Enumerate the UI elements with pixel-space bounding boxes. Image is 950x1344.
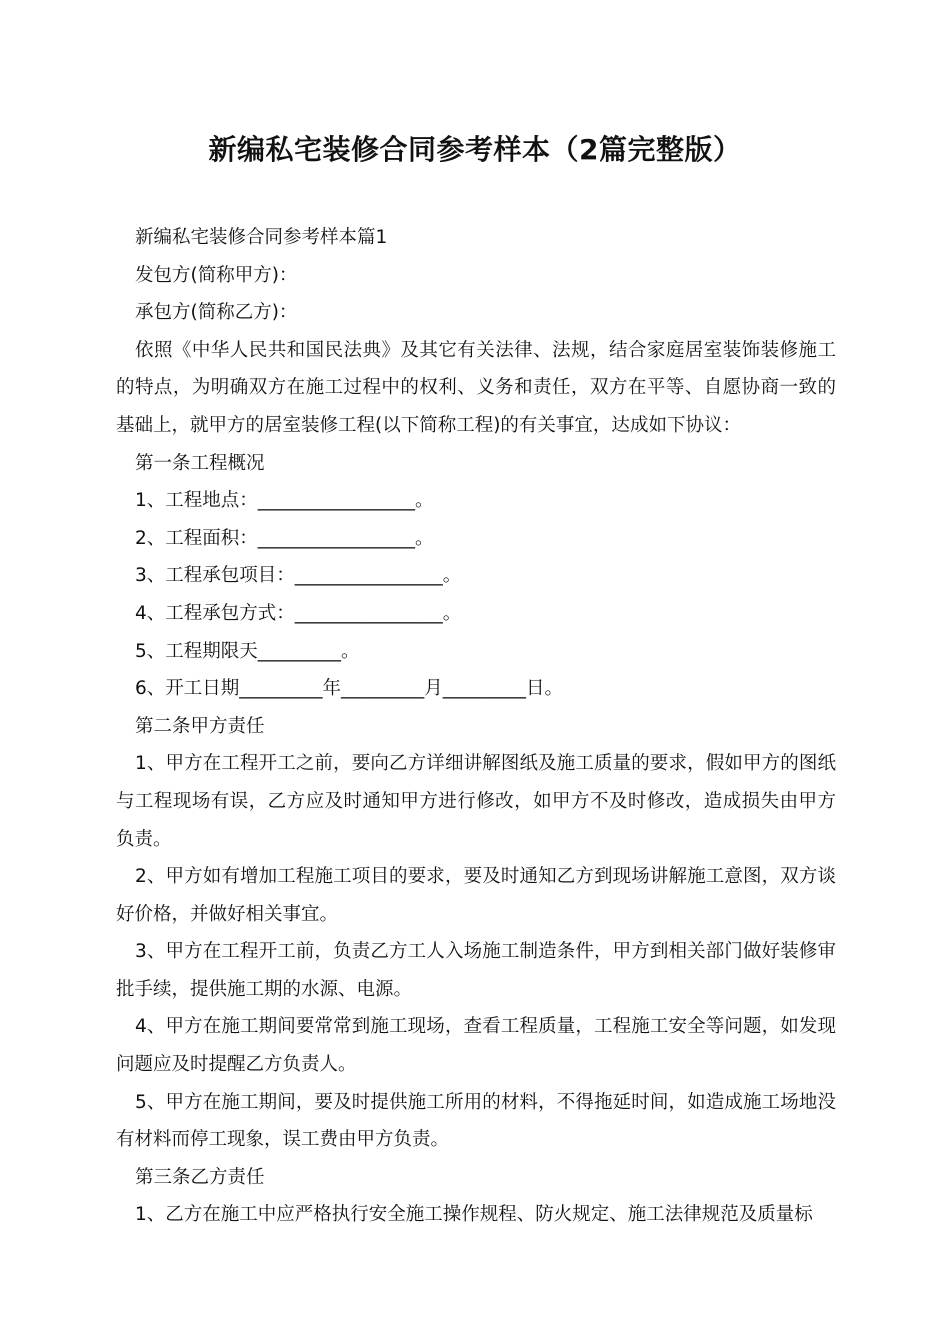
preamble-paragraph: 依照《中华人民共和国民法典》及其它有关法律、法规，结合家庭居室装饰装修施工的特点，为明确双方在施工过程中的权利、义务和责任，双方在平等、自愿协商一致的基础上，就甲方的居室装修工程(以下简称工程)的有关事宜，达成如下协议： bbox=[116, 339, 836, 436]
article-2-item-2: 2、甲方如有增加工程施工项目的要求，要及时通知乙方到现场讲解施工意图，双方谈好价格，并做好相关事宜。 bbox=[116, 866, 836, 925]
party-b-line: 承包方(简称乙方)： bbox=[135, 302, 298, 324]
article-1-item-2: 2、工程面积：_________________。 bbox=[135, 527, 434, 549]
article-2-item-3: 3、甲方在工程开工前，负责乙方工人入场施工制造条件，甲方到相关部门做好装修审批手续，提供施工期的水源、电源。 bbox=[116, 941, 836, 1000]
article-1-item-5: 5、工程期限天_________。 bbox=[135, 640, 360, 662]
article-1-item-3: 3、工程承包项目：________________。 bbox=[135, 565, 462, 587]
article-2-heading: 第二条甲方责任 bbox=[135, 715, 265, 737]
section-heading: 新编私宅装修合同参考样本篇1 bbox=[135, 227, 388, 248]
article-3-heading: 第三条乙方责任 bbox=[135, 1166, 265, 1188]
article-1-item-6: 6、开工日期_________年_________月_________日。 bbox=[135, 678, 564, 700]
party-a-line: 发包方(简称甲方)： bbox=[135, 264, 298, 286]
article-3-item-1: 1、乙方在施工中应严格执行安全施工操作规程、防火规定、施工法律规范及质量标 bbox=[135, 1204, 813, 1226]
article-1-item-1: 1、工程地点：_________________。 bbox=[135, 490, 434, 512]
article-1-item-4: 4、工程承包方式：________________。 bbox=[135, 602, 462, 624]
article-2-item-1: 1、甲方在工程开工之前，要向乙方详细讲解图纸及施工质量的要求，假如甲方的图纸与工程现场有误，乙方应及时通知甲方进行修改，如甲方不及时修改，造成损失由甲方负责。 bbox=[116, 753, 836, 850]
document-body bbox=[116, 219, 836, 1234]
article-1-heading: 第一条工程概况 bbox=[135, 452, 265, 474]
article-2-item-4: 4、甲方在施工期间要常常到施工现场，查看工程质量，工程施工安全等问题，如发现问题应及时提醒乙方负责人。 bbox=[116, 1016, 836, 1076]
article-2-item-5: 5、甲方在施工期间，要及时提供施工所用的材料，不得拖延时间，如造成施工场地没有材料而停工现象，误工费由甲方负责。 bbox=[116, 1091, 836, 1151]
document-title: 新编私宅装修合同参考样本（2篇完整版） bbox=[208, 133, 742, 166]
